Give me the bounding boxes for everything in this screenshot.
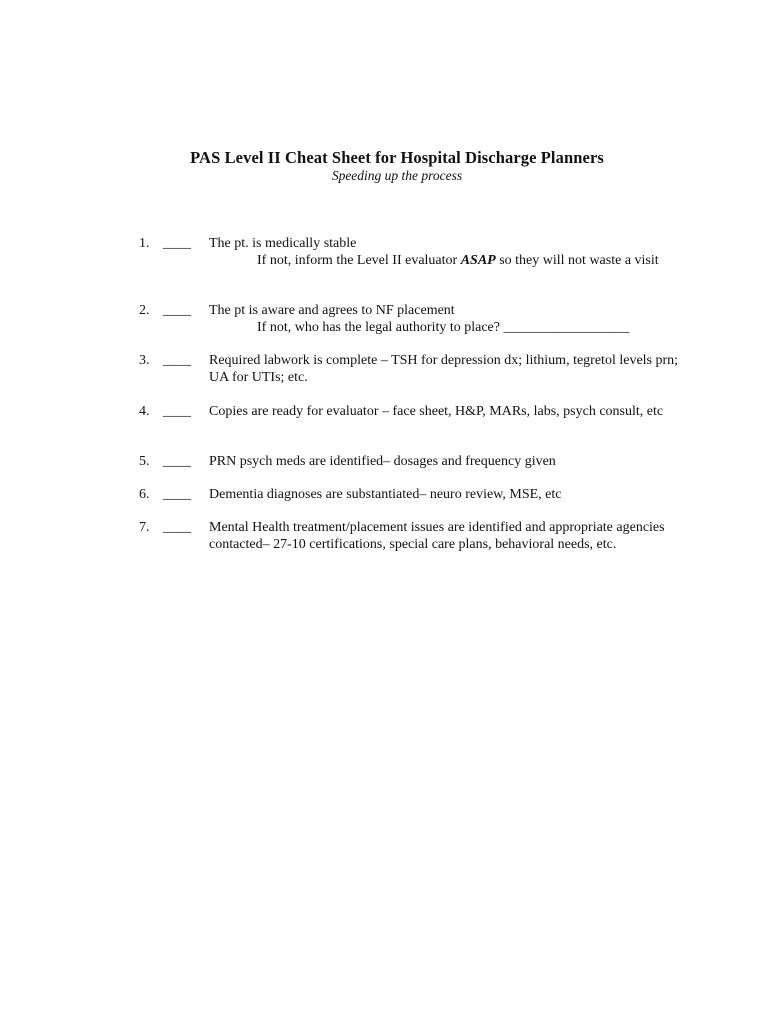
check-blank: ____ (163, 303, 191, 318)
item-text: Dementia diagnoses are substantiated– neuro review, MSE, etc (209, 487, 562, 502)
item-subtext-emphasis: ASAP (460, 253, 496, 268)
item-number: 6. (139, 487, 150, 502)
item-text: PRN psych meds are identified– dosages and frequency given (209, 454, 556, 469)
item-number: 5. (139, 454, 150, 469)
item-text: Required labwork is complete – TSH for depression dx; lithium, tegretol levels prn; UA for UTIs; etc. (209, 353, 679, 385)
item-subtext-after: so they will not waste a visit (495, 253, 659, 268)
item-text: The pt is aware and agrees to NF placement (209, 303, 455, 318)
check-blank: ____ (163, 487, 191, 502)
item-number: 4. (139, 404, 150, 419)
item-number: 1. (139, 236, 150, 251)
item-text-block (209, 302, 679, 336)
item-text: Copies are ready for evaluator – face sheet, H&P, MARs, labs, psych consult, etc (209, 404, 664, 419)
check-blank: ____ (163, 454, 191, 469)
document-title: PAS Level II Cheat Sheet for Hospital Discharge Planners (190, 148, 604, 167)
item-subtext-before: If not, inform the Level II evaluator (257, 253, 461, 268)
item-text: Mental Health treatment/placement issues are identified and appropriate agencies contacted– 27-10 certifications, special care plans, behavioral needs, etc. (209, 520, 665, 552)
document-subtitle: Speeding up the process (331, 168, 463, 183)
item-text: The pt. is medically stable (209, 236, 357, 251)
check-blank: ____ (163, 520, 191, 535)
item-number: 7. (139, 520, 150, 535)
item-subtext: If not, who has the legal authority to place? __________________ (257, 320, 630, 335)
item-text-block (209, 235, 679, 269)
check-blank: ____ (163, 353, 191, 368)
check-blank: ____ (163, 404, 191, 419)
item-number: 2. (139, 303, 150, 318)
item-number: 3. (139, 353, 150, 368)
check-blank: ____ (163, 236, 191, 251)
item-subtext (209, 252, 679, 269)
